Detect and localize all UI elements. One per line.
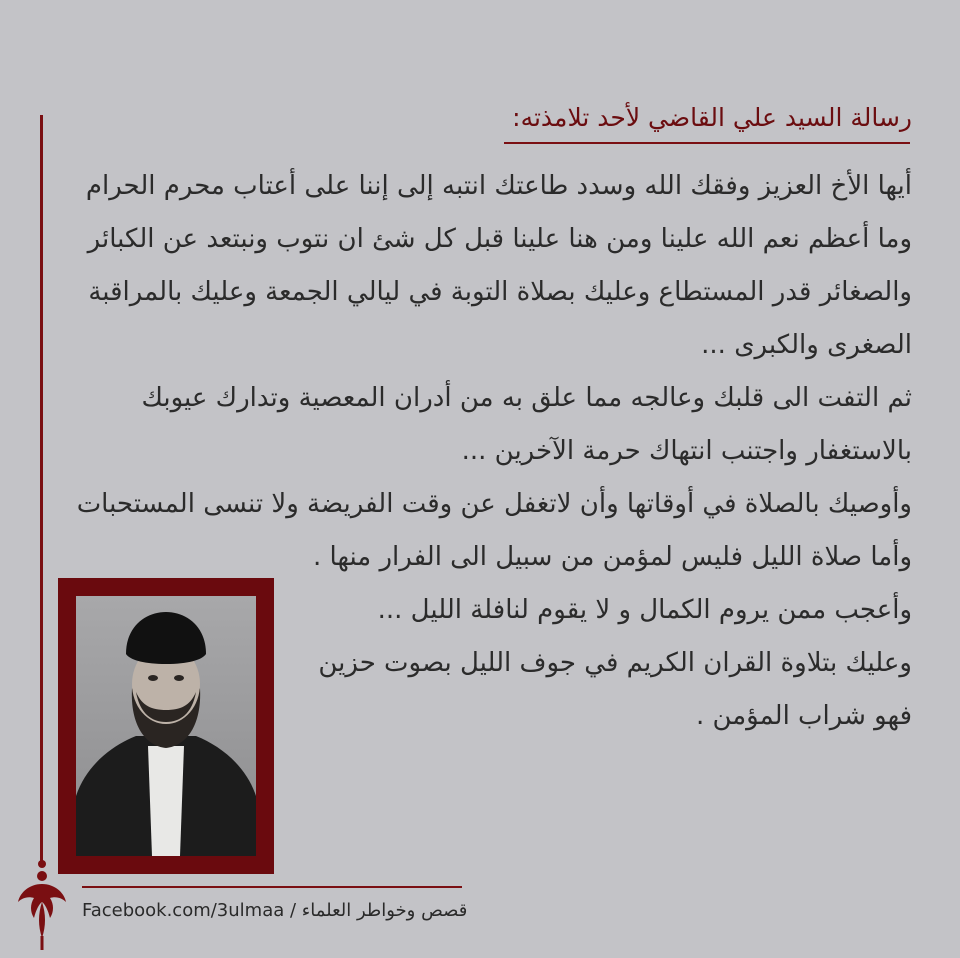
text-line: وعليك بتلاوة القران الكريم في جوف الليل بصوت حزين: [318, 648, 912, 678]
text-line: وما أعظم نعم الله علينا ومن هنا علينا قبل كل شئ ان نتوب ونبتعد عن الكبائر: [87, 224, 912, 254]
text-line: بالاستغفار واجتنب انتهاك حرمة الآخرين ...: [461, 436, 912, 466]
footer-divider: [82, 886, 462, 888]
portrait-illustration-icon: [76, 596, 256, 856]
page-title: رسالة السيد علي القاضي لأحد تلامذته:: [512, 103, 912, 132]
text-line: وأما صلاة الليل فليس لمؤمن من سبيل الى الفرار منها .: [313, 542, 912, 572]
text-line: أيها الأخ العزيز وفقك الله وسدد طاعتك انتبه إلى إننا على أعتاب محرم الحرام: [85, 171, 912, 201]
title-underline: [504, 142, 910, 144]
text-line: وأوصيك بالصلاة في أوقاتها وأن لاتغفل عن وقت الفريضة ولا تنسى المستحبات: [76, 489, 912, 519]
text-line: ثم التفت الى قلبك وعالجه مما علق به من أدران المعصية وتدارك عيوبك: [141, 383, 912, 413]
text-line: الصغرى والكبرى ...: [701, 330, 912, 360]
portrait-frame: [58, 578, 274, 874]
text-line: والصغائر قدر المستطاع وعليك بصلاة التوبة في ليالي الجمعة وعليك بالمراقبة: [88, 277, 912, 307]
footer-credit: Facebook.com/3ulmaa / قصص وخواطر العلماء: [82, 900, 468, 921]
text-line: وأعجب ممن يروم الكمال و لا يقوم لنافلة الليل ...: [377, 595, 912, 625]
portrait-photo: [76, 596, 256, 856]
text-line: فهو شراب المؤمن .: [695, 701, 912, 731]
